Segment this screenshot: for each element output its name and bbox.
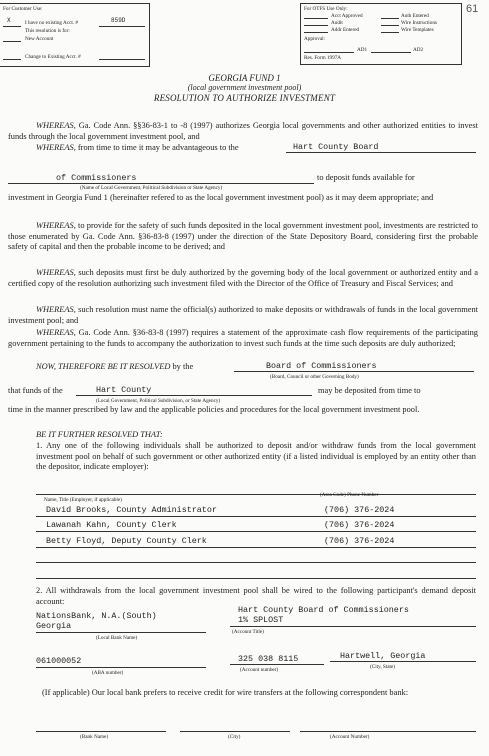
whereas-3-text: , to provide for the safety of such funds deposited in the local government investment pool, investments are restricted to those enumerated by Ga. Code Ann. §36-83-8 (1997) under the direction of the State Depository Board, considering first the probable safety of capital and then the probable income to be derived; and (8, 221, 478, 252)
individual-phone: (706) 376-2024 (324, 520, 395, 530)
form-revision: Res. Form 1997A (304, 55, 342, 61)
acct-number: 859D (111, 17, 126, 24)
wire-templates-label: Wire Templates (401, 27, 434, 33)
individual-name: David Brooks, County Administrator (46, 505, 217, 515)
col-name-title: Name, Title (Employer, if applicable) (44, 497, 122, 503)
ad2-label: AD2 (413, 47, 424, 53)
addr-entered-label: Addr Entered (331, 27, 360, 33)
local-bank-state: Georgia (36, 621, 72, 631)
auth-entered-label: Auth Entered (401, 13, 429, 19)
whereas-keyword: WHEREAS (36, 268, 74, 277)
by-the-text: by the (172, 362, 194, 371)
local-bank-name: NationsBank, N.A.(South) (36, 611, 157, 621)
whereas-keyword: WHEREAS (36, 121, 74, 130)
approval-label: Approval: (304, 36, 326, 42)
resolved-line (36, 362, 193, 372)
otfs-use-box (300, 3, 462, 65)
item-1-text: 1. Any one of the following individuals shall be authorized to deposit and/or withdraw funds from the local government investment pool on behalf of such government or other authorized entity (if a listed individual is employed by an entity other than the depositor, indicate employer): (36, 441, 476, 472)
whereas-paragraph-4 (8, 268, 478, 289)
otfs-box-title: For OTFS Use Only: (304, 6, 348, 12)
acct-approved-label: Acct Approved (331, 13, 363, 19)
whereas-6-text: , Ga. Code Ann. §36-83-8 (1997) requires a statement of the approximate cash flow requirements of the participating government pertaining to the funds to accompany the authorization to invest such funds at the time such deposits are duly authorized; (8, 328, 478, 348)
change-existing-label: Change to Existing Acct. # (25, 54, 81, 60)
whereas-keyword: WHEREAS (36, 221, 74, 230)
customer-use-box (0, 3, 150, 67)
correspondent-bank-text: (If applicable) Our local bank prefers to receive credit for wire transfers at the following correspondent bank: (42, 688, 409, 697)
account-title-line2: 1% SPLOST (238, 615, 284, 625)
may-be-deposited-text: may be deposited from time to (318, 386, 421, 395)
resolved-keyword: NOW, THEREFORE BE IT RESOLVED (36, 362, 171, 371)
local-bank-caption: (Local Bank Name) (96, 635, 138, 641)
page-number: 61 (466, 3, 479, 15)
aba-number: 061000052 (36, 656, 82, 666)
correspondent-bank-caption: (Bank Name) (80, 734, 109, 740)
col-phone: (Area Code) Phone Number (320, 492, 379, 498)
bank-city-state: Hartwell, Georgia (340, 651, 426, 661)
ad1-label: AD1 (357, 47, 368, 53)
audit-label: Audit (331, 20, 343, 26)
doc-resolution-heading: RESOLUTION TO AUTHORIZE INVESTMENT (153, 93, 336, 103)
government-name-part2: of Commissioners (56, 173, 137, 183)
further-resolved-heading: BE IT FURTHER RESOLVED THAT: (36, 430, 163, 439)
account-number: 325 038 8115 (238, 654, 299, 664)
whereas-keyword: WHEREAS (36, 328, 74, 337)
wire-instructions-label: Wire Instructions (401, 20, 437, 26)
individual-name: Lawanah Kahn, County Clerk (46, 520, 177, 530)
new-account-label: New Account (25, 36, 54, 42)
whereas-paragraph-6 (8, 328, 478, 349)
local-government-caption: (Local Government, Political Subdivision, or State Agency) (96, 398, 221, 404)
resolution-for-label: This resolution is for: (25, 28, 70, 34)
correspondent-account-caption: (Account Number) (330, 734, 370, 740)
individual-phone: (706) 376-2024 (324, 536, 395, 546)
individual-phone: (706) 376-2024 (324, 505, 395, 515)
account-number-caption: (Account number) (240, 667, 279, 673)
local-government-name: Hart County (96, 385, 152, 395)
doc-title: GEORGIA FUND 1 (208, 73, 281, 83)
account-title-caption: (Account Title) (232, 629, 264, 635)
item-2-text: 2. All withdrawals from the local government investment pool shall be wired to the following participant's demand deposit account: (36, 586, 476, 606)
that-funds-text: that funds of the (8, 386, 63, 395)
doc-subtitle: (local government investment pool) (187, 83, 302, 92)
account-title-line1: Hart County Board of Commissioners (238, 605, 409, 615)
whereas-5-text: , such resolution must name the official(s) authorized to make deposits or withdrawals of funds in the local government investment pool; and (8, 305, 478, 325)
no-existing-acct-label: I have no existing Acct. # (25, 20, 79, 26)
resolved-continued: time in the manner prescribed by law and the applicable policies and procedures for the local government investment pool. (8, 405, 420, 414)
whereas-4-text: , such deposits must first be duly authorized by the governing body of the local government or authorized entity and a certified copy of the resolution authorizing such investment filed with the Director of the Office of Treasury and Fiscal Services; and (8, 268, 478, 288)
government-name-caption: (Name of Local Government, Political Subdivision or State Agency) (80, 185, 223, 191)
city-state-caption: (City, State) (370, 664, 396, 670)
whereas-keyword: WHEREAS (36, 143, 74, 152)
whereas-paragraph-5 (8, 305, 478, 326)
aba-caption: (ABA number) (92, 670, 124, 676)
government-name-part1: Hart County Board (293, 142, 379, 152)
whereas-paragraph-1 (8, 121, 478, 142)
deposit-funds-text: to deposit funds available for (317, 173, 415, 182)
customer-box-title: For Customer Use: (3, 6, 43, 12)
whereas-paragraph-3 (8, 221, 478, 253)
whereas-keyword: WHEREAS (36, 305, 74, 314)
governing-body-name: Board of Commissioners (266, 361, 377, 371)
whereas-2-continued: investment in Georgia Fund 1 (hereinafter refered to as the local government investment pool) as it may deem appropriate; and (8, 193, 434, 202)
whereas-1-text: , Ga. Code Ann. §§36-83-1 to -8 (1997) authorizes Georgia local governments and other authorized entities to invest funds through the local government investment pool, and (8, 121, 478, 141)
whereas-2-text: , from time to time it may be advantageous to the (73, 143, 239, 152)
governing-body-caption: (Board, Council or other Governing Body) (270, 374, 359, 380)
individual-name: Betty Floyd, Deputy County Clerk (46, 536, 207, 546)
customer-box-mark: X (7, 17, 11, 24)
correspondent-city-caption: (City) (228, 734, 241, 740)
